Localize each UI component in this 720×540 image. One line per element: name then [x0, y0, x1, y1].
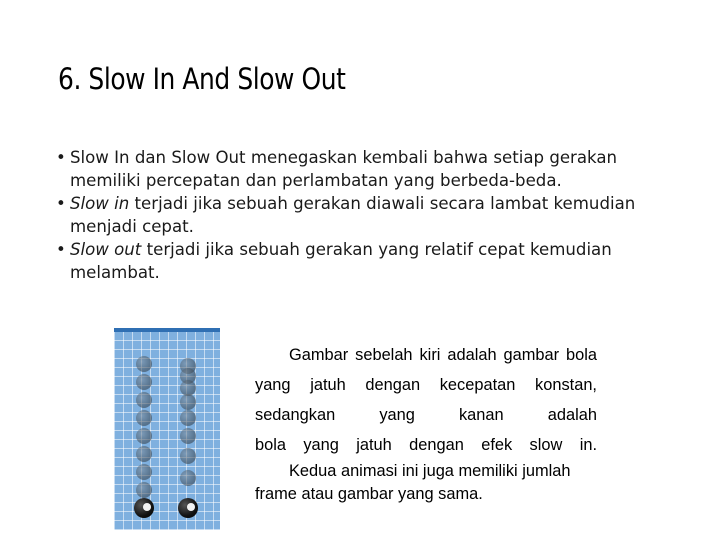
ball-trail-icon [136, 446, 152, 462]
eight-ball-icon [134, 498, 154, 518]
ball-trail-icon [136, 356, 152, 372]
ball-trail-icon [136, 410, 152, 426]
caption-paragraph: Kedua animasi ini juga memiliki jumlah frame atau gambar yang sama. [255, 462, 571, 503]
eight-ball-icon [178, 498, 198, 518]
bullet-item [56, 238, 666, 284]
ball-trail-icon [136, 482, 152, 498]
ball-trail-icon [180, 470, 196, 486]
ball-trail-icon [136, 428, 152, 444]
bullet-text: terjadi jika sebuah gerakan diawali secara lambat kemudian menjadi cepat. [70, 194, 636, 236]
ball-trail-icon [180, 428, 196, 444]
bullet-text: Slow In dan Slow Out menegaskan kembali bahwa setiap gerakan memiliki percepatan dan perlambatan yang berbeda-beda. [70, 148, 618, 190]
bullet-item [56, 192, 666, 238]
caption-paragraph: Gambar sebelah kiri adalah gambar bola yang jatuh dengan kecepatan konstan, sedangkan yang kanan adalah [255, 346, 597, 424]
slide-title: 6. Slow In And Slow Out [58, 62, 346, 96]
bullet-term: Slow in [70, 194, 130, 213]
figure-caption [255, 340, 597, 505]
ball-trail-icon [136, 392, 152, 408]
bullet-term: Slow out [70, 240, 142, 259]
caption-paragraph: bola yang jatuh dengan efek slow in. [255, 436, 597, 454]
bullet-icon: • [56, 148, 66, 167]
ball-trail-icon [180, 394, 196, 410]
bullet-icon: • [56, 240, 66, 259]
ball-trail-icon [180, 448, 196, 464]
bullet-text: terjadi jika sebuah gerakan yang relatif cepat kemudian melambat. [70, 240, 612, 282]
ball-trail-icon [180, 410, 196, 426]
ball-trail-icon [136, 464, 152, 480]
falling-balls-illustration [114, 328, 220, 530]
ball-trail-icon [136, 374, 152, 390]
bullet-list [56, 146, 666, 284]
bullet-icon: • [56, 194, 66, 213]
bullet-item [56, 146, 666, 192]
